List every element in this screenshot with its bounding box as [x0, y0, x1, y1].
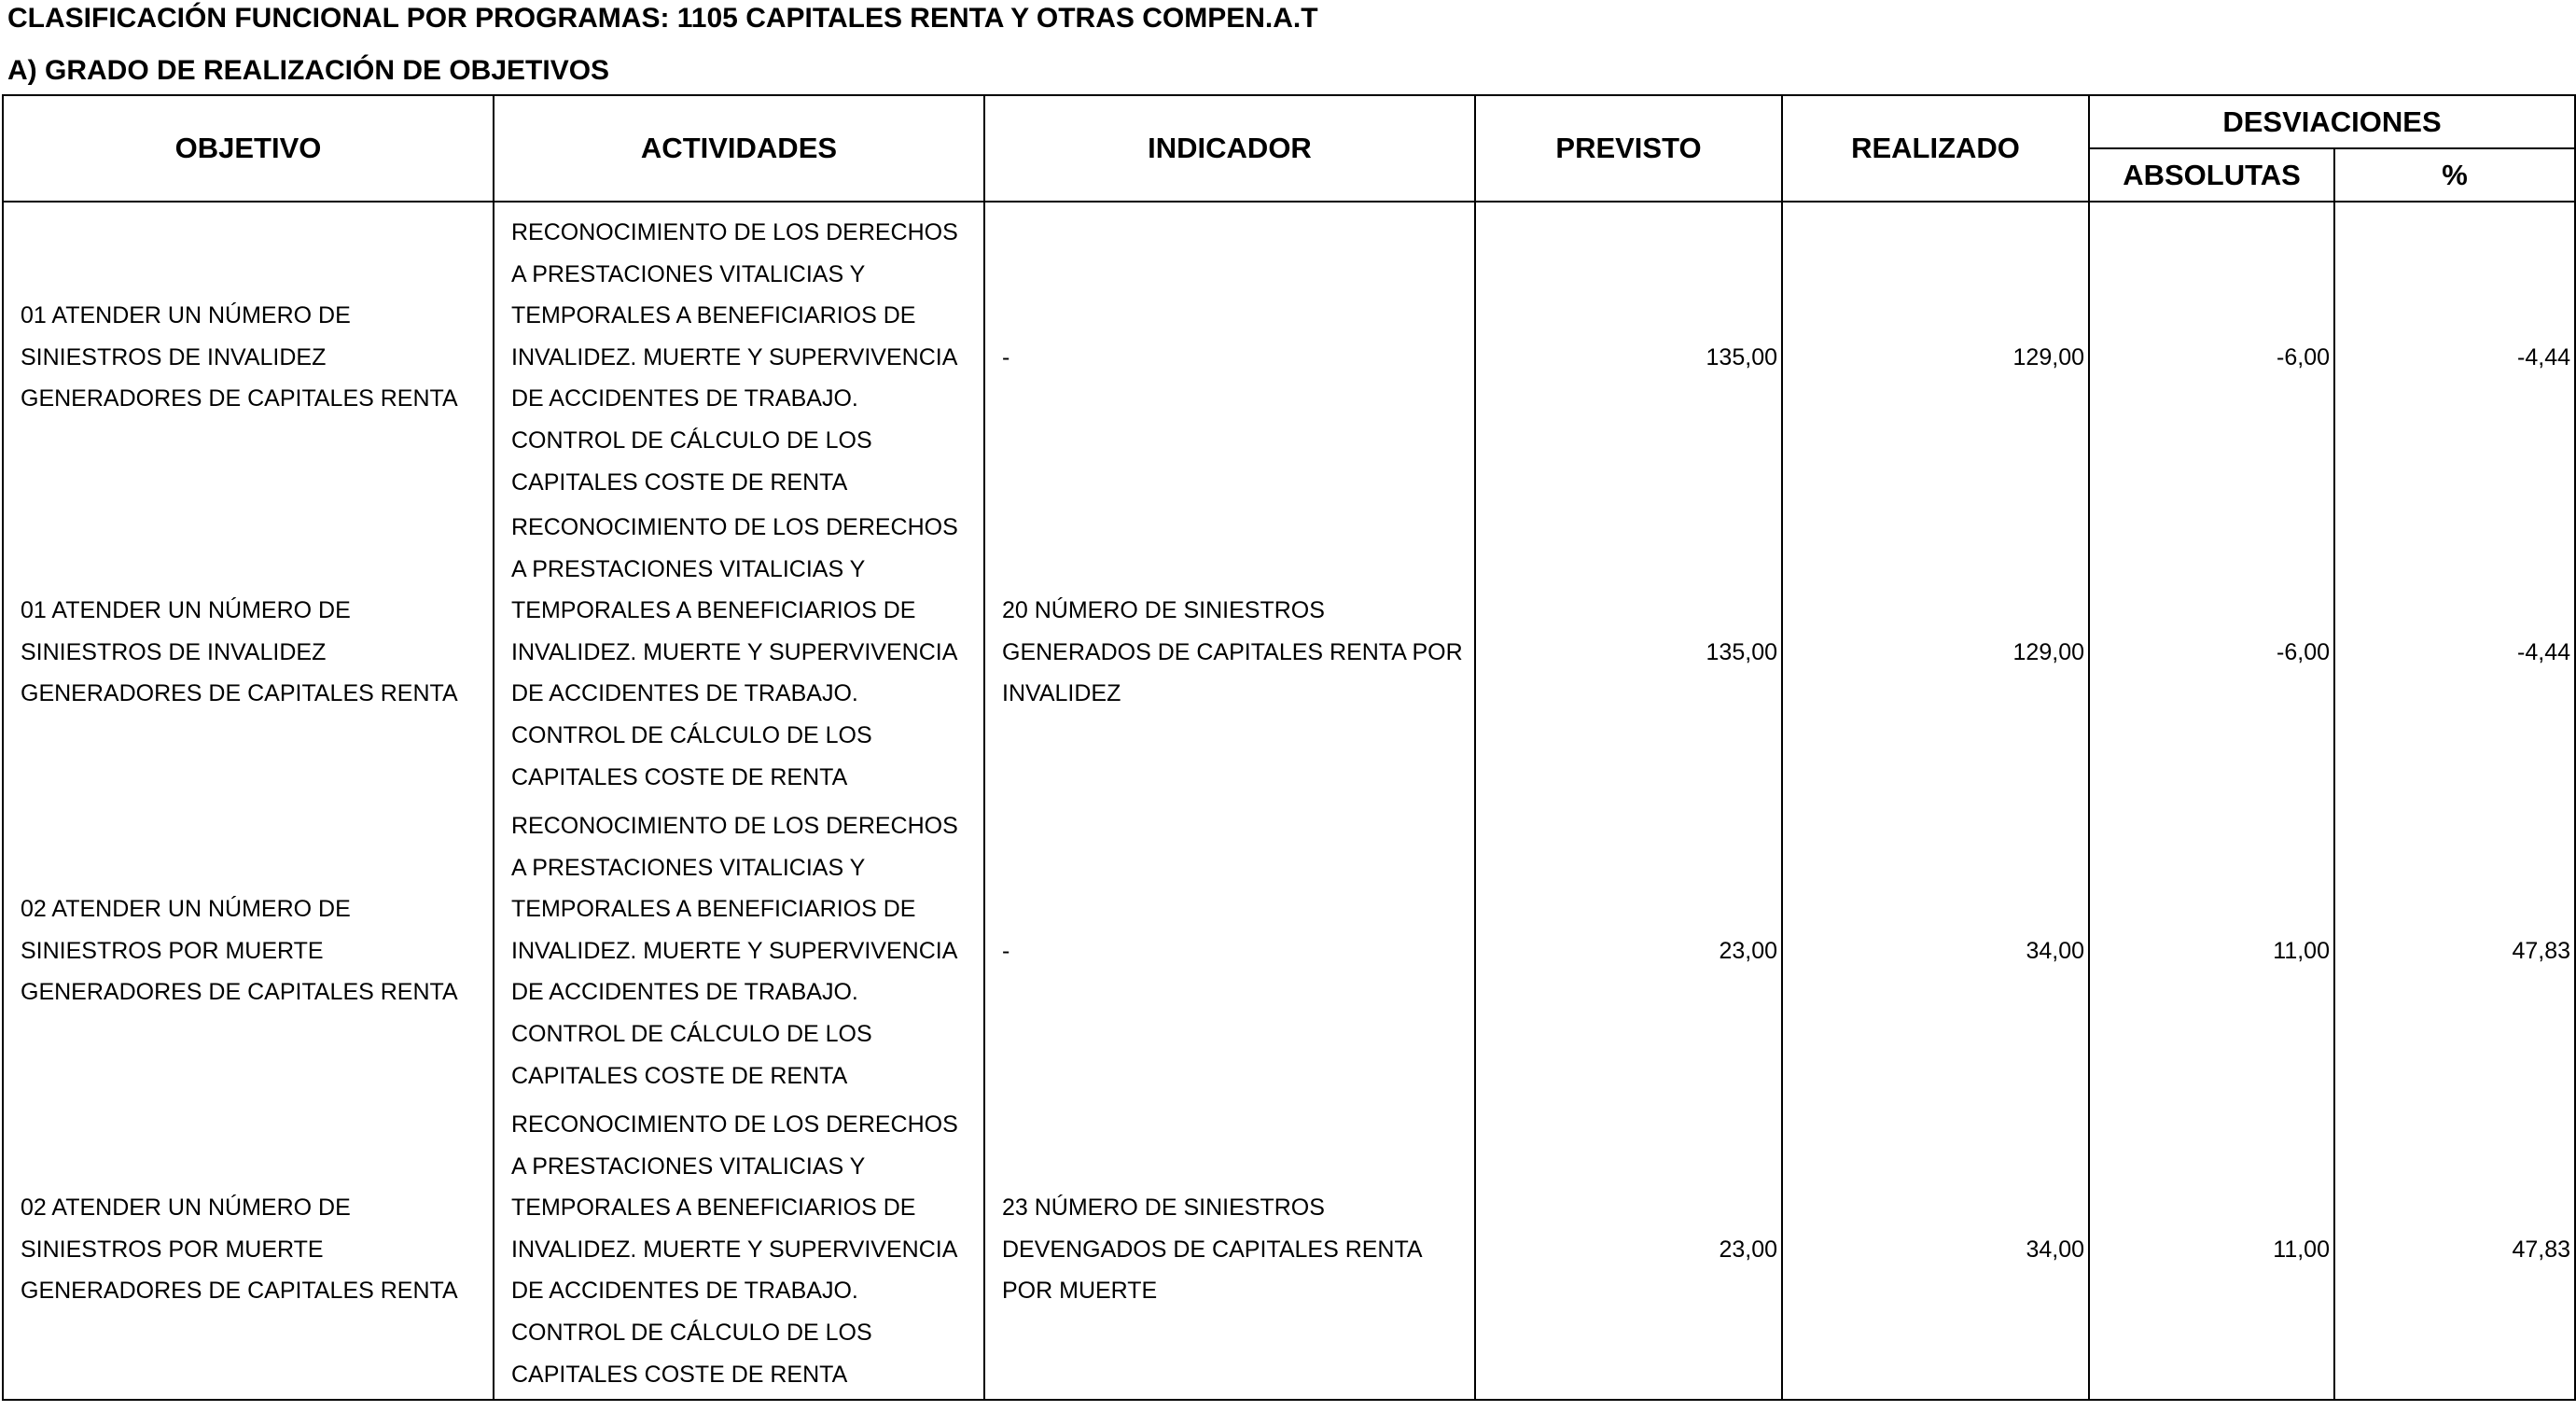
previsto-cell: 23,00 — [1475, 1100, 1782, 1400]
indicador-cell — [984, 202, 1475, 503]
table-row — [3, 503, 2575, 802]
absolutas-cell: 11,00 — [2089, 802, 2334, 1100]
indicador-cell — [984, 1100, 1475, 1400]
objetivo-cell — [3, 1100, 494, 1400]
realizado-cell: 129,00 — [1782, 202, 2089, 503]
actividades-cell — [494, 202, 984, 503]
actividades-cell — [494, 503, 984, 802]
column-header-indicador: INDICADOR — [984, 95, 1475, 202]
actividades-cell-line: TEMPORALES A BENEFICIARIOS DE — [511, 896, 916, 923]
previsto-cell: 23,00 — [1475, 802, 1782, 1100]
actividades-cell-line: CAPITALES COSTE DE RENTA — [511, 1062, 848, 1089]
actividades-cell-line: A PRESTACIONES VITALICIAS Y — [511, 555, 866, 582]
absolutas-cell: 11,00 — [2089, 1100, 2334, 1400]
indicador-cell-line: DEVENGADOS DE CAPITALES RENTA — [1002, 1236, 1423, 1263]
actividades-cell-line: CONTROL DE CÁLCULO DE LOS — [511, 722, 872, 749]
previsto-cell: 135,00 — [1475, 202, 1782, 503]
actividades-cell-line: A PRESTACIONES VITALICIAS Y — [511, 260, 866, 287]
realizado-cell: 34,00 — [1782, 802, 2089, 1100]
objetivo-cell-line: GENERADORES DE CAPITALES RENTA — [21, 385, 458, 412]
actividades-cell-line: CAPITALES COSTE DE RENTA — [511, 1361, 848, 1388]
porcentaje-cell: -4,44 — [2334, 503, 2575, 802]
actividades-cell-line: CONTROL DE CÁLCULO DE LOS — [511, 426, 872, 454]
column-header-absolutas: ABSOLUTAS — [2089, 148, 2334, 202]
actividades-cell-line: A PRESTACIONES VITALICIAS Y — [511, 854, 866, 881]
indicador-cell-line: 20 NÚMERO DE SINIESTROS — [1002, 597, 1325, 624]
objetivo-cell-line: 01 ATENDER UN NÚMERO DE — [21, 302, 351, 329]
actividades-cell-line: RECONOCIMIENTO DE LOS DERECHOS — [511, 514, 958, 541]
actividades-cell-line: INVALIDEZ. MUERTE Y SUPERVIVENCIA — [511, 937, 958, 964]
actividades-cell — [494, 1100, 984, 1400]
objetivo-cell-line: SINIESTROS DE INVALIDEZ — [21, 343, 327, 370]
actividades-cell-line: TEMPORALES A BENEFICIARIOS DE — [511, 302, 916, 329]
objetivo-cell-line: GENERADORES DE CAPITALES RENTA — [21, 680, 458, 707]
table-row — [3, 202, 2575, 503]
objetivo-cell — [3, 202, 494, 503]
actividades-cell-line: CAPITALES COSTE DE RENTA — [511, 468, 848, 496]
absolutas-cell: -6,00 — [2089, 202, 2334, 503]
table-row — [3, 802, 2575, 1100]
actividades-cell-line: TEMPORALES A BENEFICIARIOS DE — [511, 1194, 916, 1222]
table-body — [3, 202, 2575, 1400]
indicador-cell-line: - — [1002, 343, 1010, 370]
porcentaje-cell: -4,44 — [2334, 202, 2575, 503]
objetivo-cell-line: 02 ATENDER UN NÚMERO DE — [21, 896, 351, 923]
objetivo-cell-line: SINIESTROS POR MUERTE — [21, 937, 324, 964]
objetivo-cell-line: 02 ATENDER UN NÚMERO DE — [21, 1194, 351, 1222]
document-title: CLASIFICACIÓN FUNCIONAL POR PROGRAMAS: 1105 CAPITALES RENTA Y OTRAS COMPEN.A.T — [7, 3, 1318, 34]
actividades-cell-line: CAPITALES COSTE DE RENTA — [511, 763, 848, 790]
section-title: A) GRADO DE REALIZACIÓN DE OBJETIVOS — [7, 55, 610, 86]
actividades-cell-line: INVALIDEZ. MUERTE Y SUPERVIVENCIA — [511, 638, 958, 665]
actividades-cell-line: DE ACCIDENTES DE TRABAJO. — [511, 385, 858, 412]
indicador-cell — [984, 503, 1475, 802]
realizado-cell: 34,00 — [1782, 1100, 2089, 1400]
objetivo-cell — [3, 503, 494, 802]
porcentaje-cell: 47,83 — [2334, 802, 2575, 1100]
indicador-cell — [984, 802, 1475, 1100]
column-header-realizado: REALIZADO — [1782, 95, 2089, 202]
objetivo-cell-line: GENERADORES DE CAPITALES RENTA — [21, 979, 458, 1006]
objetivo-cell — [3, 802, 494, 1100]
actividades-cell — [494, 802, 984, 1100]
objetivo-cell-line: SINIESTROS POR MUERTE — [21, 1236, 324, 1263]
objetivo-cell-line: GENERADORES DE CAPITALES RENTA — [21, 1278, 458, 1305]
actividades-cell-line: CONTROL DE CÁLCULO DE LOS — [511, 1021, 872, 1048]
column-header-objetivo: OBJETIVO — [3, 95, 494, 202]
indicador-cell-line: POR MUERTE — [1002, 1278, 1158, 1305]
actividades-cell-line: TEMPORALES A BENEFICIARIOS DE — [511, 597, 916, 624]
actividades-cell-line: DE ACCIDENTES DE TRABAJO. — [511, 1278, 858, 1305]
objetivo-cell-line: SINIESTROS DE INVALIDEZ — [21, 638, 327, 665]
actividades-cell-line: DE ACCIDENTES DE TRABAJO. — [511, 680, 858, 707]
actividades-cell-line: INVALIDEZ. MUERTE Y SUPERVIVENCIA — [511, 343, 958, 370]
column-header-previsto: PREVISTO — [1475, 95, 1782, 202]
actividades-cell-line: RECONOCIMIENTO DE LOS DERECHOS — [511, 219, 958, 245]
column-header-porcentaje: % — [2334, 148, 2575, 202]
indicador-cell-line: GENERADOS DE CAPITALES RENTA POR — [1002, 638, 1463, 665]
actividades-cell-line: RECONOCIMIENTO DE LOS DERECHOS — [511, 1111, 958, 1139]
actividades-cell-line: RECONOCIMIENTO DE LOS DERECHOS — [511, 813, 958, 840]
column-header-desviaciones: DESVIACIONES — [2089, 95, 2575, 148]
realizado-cell: 129,00 — [1782, 503, 2089, 802]
column-header-actividades: ACTIVIDADES — [494, 95, 984, 202]
indicador-cell-line: - — [1002, 937, 1010, 964]
absolutas-cell: -6,00 — [2089, 503, 2334, 802]
actividades-cell-line: CONTROL DE CÁLCULO DE LOS — [511, 1320, 872, 1347]
actividades-cell-line: DE ACCIDENTES DE TRABAJO. — [511, 979, 858, 1006]
porcentaje-cell: 47,83 — [2334, 1100, 2575, 1400]
indicador-cell-line: INVALIDEZ — [1002, 680, 1121, 707]
actividades-cell-line: INVALIDEZ. MUERTE Y SUPERVIVENCIA — [511, 1236, 958, 1263]
previsto-cell: 135,00 — [1475, 503, 1782, 802]
objetivo-cell-line: 01 ATENDER UN NÚMERO DE — [21, 597, 351, 624]
indicador-cell-line: 23 NÚMERO DE SINIESTROS — [1002, 1194, 1325, 1222]
actividades-cell-line: A PRESTACIONES VITALICIAS Y — [511, 1153, 866, 1180]
table-row — [3, 1100, 2575, 1400]
objectives-table — [2, 94, 2576, 1401]
